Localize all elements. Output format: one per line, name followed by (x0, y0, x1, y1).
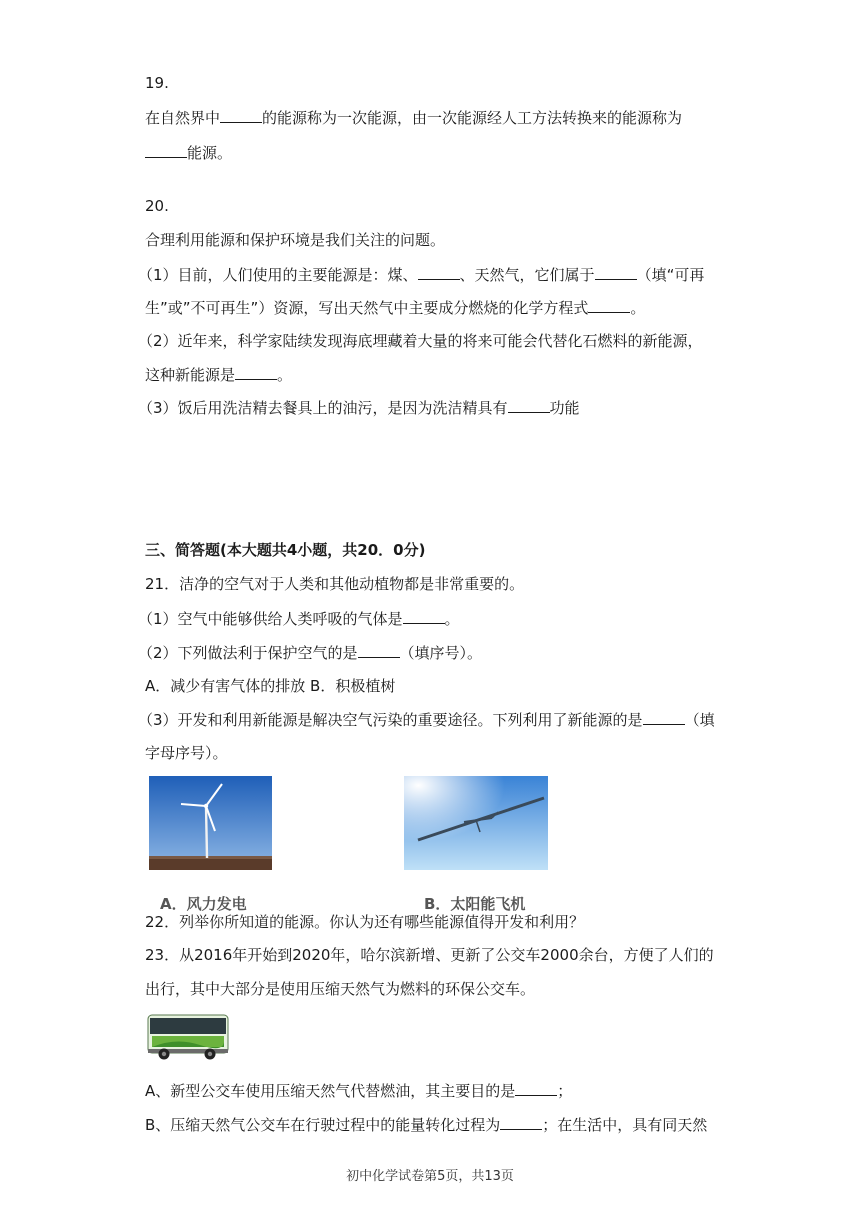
image-b-caption: B．太阳能飞机 (424, 895, 526, 913)
q20-part1-line1: （1）目前，人们使用的主要能源是：煤、 、天然气，它们属于 （填“可再 (138, 266, 705, 284)
answer-blank[interactable] (643, 709, 685, 725)
section-title: 三、简答题(本大题共4小题，共20．0分) (145, 541, 426, 559)
q23-stem-line1: 23．从2016年开始到2020年，哈尔滨新增、更新了公交车2000余台，方便了人们的 (145, 946, 714, 964)
q20-part2-line1: （2）近年来，科学家陆续发现海底埋藏着大量的将来可能会代替化石燃料的新能源， (138, 332, 703, 350)
q23-part-b: B、压缩天然气公交车在行驶过程中的能量转化过程为 ；在生活中，具有同天然 (145, 1116, 708, 1134)
q23-stem-line2: 出行，其中大部分是使用压缩天然气为燃料的环保公交车。 (145, 980, 536, 998)
answer-blank[interactable] (595, 264, 637, 280)
solar-plane-image (404, 776, 548, 870)
q21-part3-line1: （3）开发和利用新能源是解决空气污染的重要途径。下列利用了新能源的是 （填 (138, 711, 715, 729)
image-a-caption: A．风力发电 (160, 895, 247, 913)
answer-blank[interactable] (358, 642, 400, 658)
q21-stem: 21．洁净的空气对于人类和其他动植物都是非常重要的。 (145, 575, 525, 593)
q20-part1-line2: 生”或”不可再生”）资源，写出天然气中主要成分燃烧的化学方程式 。 (145, 299, 646, 317)
q19-line1: 在自然界中 的能源称为一次能源，由一次能源经人工方法转换来的能源称为 (145, 109, 683, 127)
q19-line2: 能源。 (145, 142, 232, 163)
q20-part2-line2: 这种新能源是 。 (145, 366, 293, 384)
answer-blank[interactable] (515, 1080, 557, 1096)
q21-part2: （2）下列做法利于保护空气的是 （填序号）。 (138, 644, 483, 662)
q20-intro: 合理利用能源和保护环境是我们关注的问题。 (145, 231, 446, 249)
q20-number: 20. (145, 197, 169, 215)
bus-image (146, 1011, 232, 1063)
answer-blank[interactable] (588, 297, 630, 313)
answer-blank[interactable] (500, 1114, 542, 1130)
answer-blank[interactable] (235, 364, 277, 380)
wind-turbine-image (149, 776, 272, 870)
answer-blank[interactable] (508, 397, 550, 413)
q20-part3: （3）饭后用洗洁精去餐具上的油污，是因为洗洁精具有 功能 (138, 399, 580, 417)
q21-part1: （1）空气中能够供给人类呼吸的气体是 。 (138, 610, 460, 628)
q21-options: A．减少有害气体的排放 B．积极植树 (145, 677, 396, 695)
answer-blank[interactable] (145, 142, 187, 158)
q21-part3-line2: 字母序号）。 (145, 744, 228, 762)
answer-blank[interactable] (403, 608, 445, 624)
answer-blank[interactable] (418, 264, 460, 280)
q19-number: 19. (145, 74, 169, 92)
q22-stem: 22．列举你所知道的能源。你认为还有哪些能源值得开发和利用？ (145, 913, 585, 931)
page-footer: 初中化学试卷第5页，共13页 (346, 1169, 514, 1184)
q23-part-a: A、新型公交车使用压缩天然气代替燃油，其主要目的是 ； (145, 1082, 573, 1100)
answer-blank[interactable] (220, 107, 262, 123)
